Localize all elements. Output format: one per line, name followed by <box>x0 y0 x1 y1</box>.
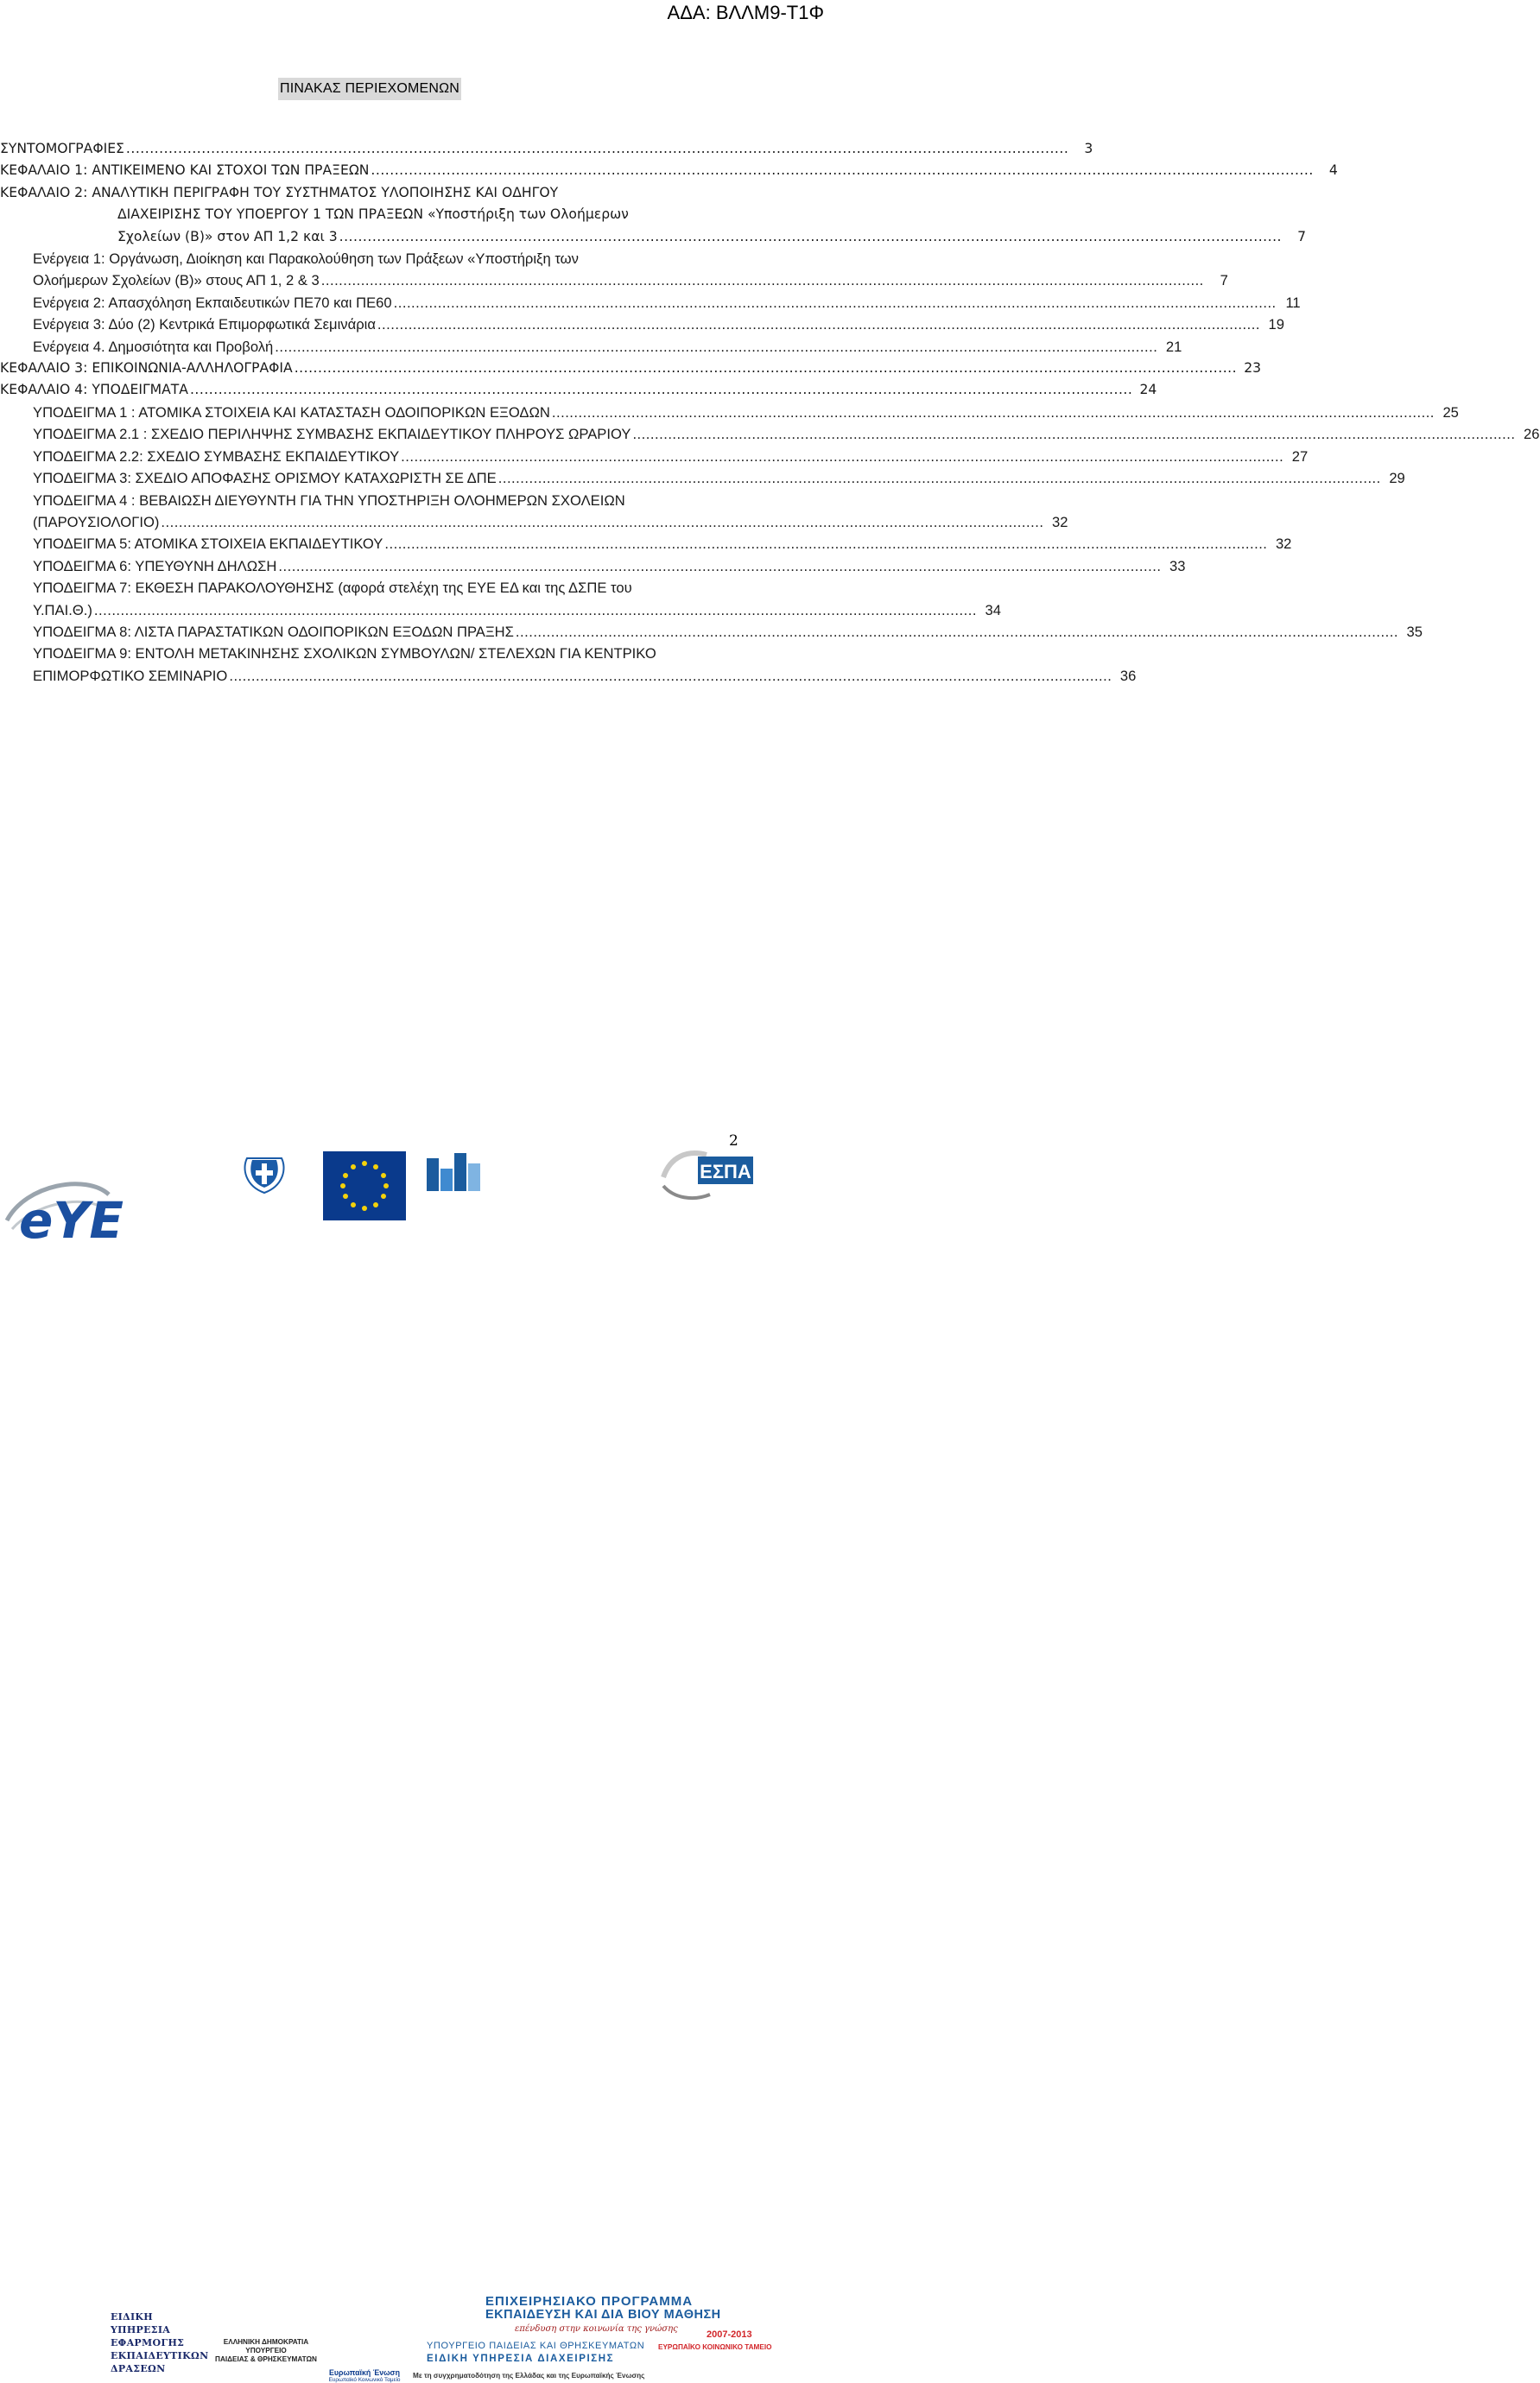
toc-leader-dots <box>339 226 1282 248</box>
toc-leader-dots <box>295 358 1237 379</box>
toc-leader-dots <box>126 138 1068 160</box>
eu-caption-main: Ευρωπαϊκή Ένωση <box>329 2368 400 2377</box>
toc-entry-title: Ενέργεια 2: Απασχόληση Εκπαιδευτικών ΠΕ70 και ΠΕ60 <box>33 294 392 311</box>
toc-page-number: 4 <box>1328 162 1338 179</box>
toc-page-number: 7 <box>1297 228 1307 244</box>
eu-caption <box>321 2368 408 2383</box>
toc-title: ΠΙΝΑΚΑΣ ΠΕΡΙΕΧΟΜΕΝΩΝ <box>278 78 461 100</box>
toc-leader-dots <box>275 336 1157 358</box>
programme-unit: ΕΙΔΙΚΗ ΥΠΗΡΕΣΙΑ ΔΙΑΧΕΙΡΙΣΗΣ <box>427 2354 615 2364</box>
toc-entry[interactable] <box>0 358 1262 379</box>
greek-emblem-icon <box>240 1151 288 1195</box>
toc-page-number: 32 <box>1051 513 1068 530</box>
toc-leader-dots <box>384 533 1267 555</box>
toc-page-number: 35 <box>1406 623 1423 640</box>
toc-entry-title: Ενέργεια 1: Οργάνωση, Διοίκηση και Παρακολούθηση των Πράξεων «Υποστήριξη των <box>33 250 579 268</box>
toc-entry-title: ΥΠΟΔΕΙΓΜΑ 3: ΣΧΕΔΙΟ ΑΠΟΦΑΣΗΣ ΟΡΙΣΜΟΥ ΚΑΤΑΧΩΡΙΣΤΗ ΣΕ ΔΠΕ <box>33 470 497 487</box>
eye-logo <box>0 1169 124 1250</box>
toc-page-number: 32 <box>1275 536 1292 553</box>
toc-entry[interactable] <box>0 182 1307 248</box>
toc-entry[interactable] <box>0 292 1301 314</box>
toc-entry[interactable] <box>0 336 1182 358</box>
programme-title: ΕΠΙΧΕΙΡΗΣΙΑΚΟ ΠΡΟΓΡΑΜΜΑ <box>485 2294 694 2309</box>
toc-entry[interactable] <box>0 555 1186 577</box>
toc-leader-dots <box>632 423 1515 445</box>
eye-logo-text: eYE <box>19 1191 124 1250</box>
eye-line-5: ΔΡΑΣΕΩΝ <box>111 2363 166 2374</box>
toc-entry[interactable] <box>0 446 1309 467</box>
toc-page-number: 21 <box>1165 338 1182 355</box>
toc-entry-title: Σχολείων (Β)» στον ΑΠ 1,2 και 3 <box>117 228 338 244</box>
page-number: 2 <box>729 1132 738 1150</box>
toc-page-number: 7 <box>1220 272 1228 289</box>
toc-entry-title: ΔΙΑΧΕΙΡΙΣΗΣ ΤΟΥ ΥΠΟΕΡΓΟΥ 1 ΤΩΝ ΠΡΑΞΕΩΝ «Υποστήριξη των Ολοήμερων <box>117 206 629 223</box>
ministry-line-1: ΕΛΛΗΝΙΚΗ ΔΗΜΟΚΡΑΤΙΑ <box>223 2338 309 2346</box>
toc-entry-title: ΚΕΦΑΛΑΙΟ 2: ΑΝΑΛΥΤΙΚΗ ΠΕΡΙΓΡΑΦΗ ΤΟΥ ΣΥΣΤΗΜΑΤΟΣ ΥΛΟΠΟΙΗΣΗΣ ΚΑΙ ΟΔΗΓΟΥ <box>0 184 559 200</box>
toc-page-number: 26 <box>1524 426 1540 443</box>
toc-leader-dots <box>190 379 1132 401</box>
toc-entry[interactable] <box>0 533 1292 555</box>
toc-page-number: 3 <box>1084 141 1093 156</box>
toc-entry-title: ΚΕΦΑΛΑΙΟ 1: ΑΝΤΙΚΕΙΜΕΝΟ ΚΑΙ ΣΤΟΧΟΙ ΤΩΝ ΠΡΑΞΕΩΝ <box>0 162 370 179</box>
toc-page-number: 23 <box>1244 360 1262 377</box>
toc-leader-dots <box>401 446 1283 467</box>
toc-entry[interactable] <box>0 314 1284 335</box>
espa-years: 2007-2013 <box>707 2329 752 2340</box>
toc-leader-dots <box>498 467 1381 489</box>
toc-entry-title: ΕΠΙΜΟΡΦΩΤΙΚΟ ΣΕΜΙΝΑΡΙΟ <box>33 667 228 684</box>
toc-entry[interactable] <box>0 402 1459 423</box>
toc-page-number: 36 <box>1119 667 1137 684</box>
toc-entry-title: ΥΠΟΔΕΙΓΜΑ 2.2: ΣΧΕΔΙΟ ΣΥΜΒΑΣΗΣ ΕΚΠΑΙΔΕΥΤΙΚΟΥ <box>33 447 400 465</box>
table-of-contents <box>0 138 1540 687</box>
toc-page-number: 25 <box>1442 403 1459 421</box>
toc-leader-dots <box>321 269 1204 291</box>
toc-page-number: 27 <box>1291 447 1309 465</box>
toc-entry-title: Υ.ΠΑΙ.Θ.) <box>33 601 92 618</box>
toc-page-number: 34 <box>985 601 1001 618</box>
toc-leader-dots <box>94 599 977 621</box>
espa-logo-text: ΕΣΠΑ <box>700 1161 751 1182</box>
toc-entry[interactable] <box>0 160 1338 181</box>
toc-entry-title: Ενέργεια 3: Δύο (2) Κεντρικά Επιμορφωτικά Σεμινάρια <box>33 316 376 333</box>
programme-subtitle: ΕΚΠΑΙΔΕΥΣΗ ΚΑΙ ΔΙΑ ΒΙΟΥ ΜΑΘΗΣΗ <box>485 2308 721 2322</box>
espa-fund: ΕΥΡΩΠΑΪΚΟ ΚΟΙΝΩΝΙΚΟ ΤΑΜΕΙΟ <box>658 2343 772 2351</box>
toc-page-number: 11 <box>1285 294 1301 311</box>
toc-entry[interactable] <box>0 248 1228 292</box>
eye-name <box>111 2310 208 2375</box>
toc-entry-title: ΥΠΟΔΕΙΓΜΑ 6: ΥΠΕΥΘΥΝΗ ΔΗΛΩΣΗ <box>33 557 277 574</box>
toc-leader-dots <box>377 314 1260 335</box>
toc-entry-title: ΚΕΦΑΛΑΙΟ 4: ΥΠΟΔΕΙΓΜΑΤΑ <box>0 382 188 398</box>
toc-entry[interactable] <box>0 138 1093 160</box>
programme-ministry: ΥΠΟΥΡΓΕΙΟ ΠΑΙΔΕΙΑΣ ΚΑΙ ΘΡΗΣΚΕΥΜΑΤΩΝ <box>427 2341 645 2351</box>
toc-page-number: 33 <box>1169 557 1186 574</box>
cofunding-text: Με τη συγχρηματοδότηση της Ελλάδας και της Ευρωπαϊκής Ένωσης <box>413 2372 645 2380</box>
toc-leader-dots <box>394 292 1277 314</box>
ministry-line-3: ΠΑΙΔΕΙΑΣ & ΘΡΗΣΚΕΥΜΑΤΩΝ <box>215 2355 317 2363</box>
toc-leader-dots <box>278 555 1161 577</box>
toc-leader-dots <box>552 402 1435 423</box>
ada-code: ΑΔΑ: ΒΛΛΜ9-Τ1Φ <box>667 2 824 23</box>
toc-leader-dots <box>229 665 1112 687</box>
eye-line-3: ΕΦΑΡΜΟΓΗΣ <box>111 2337 185 2348</box>
toc-leader-dots <box>516 621 1398 643</box>
toc-entry[interactable] <box>0 577 1001 621</box>
toc-entry-title: ΥΠΟΔΕΙΓΜΑ 7: ΕΚΘΕΣΗ ΠΑΡΑΚΟΛΟΥΘΗΣΗΣ (αφορά στελέχη της ΕΥΕ ΕΔ και της ΔΣΠΕ του <box>33 580 632 597</box>
programme-logo-icon <box>427 1151 480 1193</box>
ministry-name <box>214 2338 318 2364</box>
footer-logos <box>0 1144 829 2383</box>
toc-entry[interactable] <box>0 379 1157 401</box>
eye-line-4: ΕΚΠΑΙΔΕΥΤΙΚΩΝ <box>111 2350 209 2361</box>
toc-entry-title: ΥΠΟΔΕΙΓΜΑ 2.1 : ΣΧΕΔΙΟ ΠΕΡΙΛΗΨΗΣ ΣΥΜΒΑΣΗΣ ΕΚΠΑΙΔΕΥΤΙΚΟΥ ΠΛΗΡΟΥΣ ΩΡΑΡΙΟΥ <box>33 426 631 443</box>
espa-logo <box>658 1148 755 1203</box>
toc-entry[interactable] <box>0 490 1068 534</box>
toc-entry-title: (ΠΑΡΟΥΣΙΟΛΟΓΙΟ) <box>33 513 160 530</box>
eu-flag-icon <box>323 1151 406 1220</box>
toc-entry-title: ΥΠΟΔΕΙΓΜΑ 8: ΛΙΣΤΑ ΠΑΡΑΣΤΑΤΙΚΩΝ ΟΔΟΙΠΟΡΙΚΩΝ ΕΞΟΔΩΝ ΠΡΑΞΗΣ <box>33 623 514 640</box>
toc-entry-title: ΥΠΟΔΕΙΓΜΑ 4 : ΒΕΒΑΙΩΣΗ ΔΙΕΥΘΥΝΤΗ ΓΙΑ ΤΗΝ ΥΠΟΣΤΗΡΙΞΗ ΟΛΟΗΜΕΡΩΝ ΣΧΟΛΕΙΩΝ <box>33 491 625 509</box>
toc-entry[interactable] <box>0 467 1405 489</box>
toc-entry-title: Ενέργεια 4. Δημοσιότητα και Προβολή <box>33 338 274 355</box>
programme-tagline: επένδυση στην κοινωνία της γνώσης <box>515 2324 678 2334</box>
toc-entry-title: ΚΕΦΑΛΑΙΟ 3: ΕΠΙΚΟΙΝΩΝΙΑ-ΑΛΛΗΛΟΓΡΑΦΙΑ <box>0 360 293 377</box>
eu-caption-sub: Ευρωπαϊκό Κοινωνικό Ταμείο <box>328 2377 401 2383</box>
toc-page-number: 29 <box>1389 470 1405 487</box>
ministry-line-2: ΥΠΟΥΡΓΕΙΟ <box>245 2347 287 2354</box>
toc-entry-title: ΥΠΟΔΕΙΓΜΑ 5: ΑΤΟΜΙΚΑ ΣΤΟΙΧΕΙΑ ΕΚΠΑΙΔΕΥΤΙΚΟΥ <box>33 536 383 553</box>
toc-leader-dots <box>371 160 1313 181</box>
toc-page-number: 19 <box>1268 316 1284 333</box>
toc-entry-title: ΥΠΟΔΕΙΓΜΑ 9: ΕΝΤΟΛΗ ΜΕΤΑΚΙΝΗΣΗΣ ΣΧΟΛΙΚΩΝ ΣΥΜΒΟΥΛΩΝ/ ΣΤΕΛΕΧΩΝ ΓΙΑ ΚΕΝΤΡΙΚΟ <box>33 645 656 662</box>
toc-entry-title: Ολοήμερων Σχολείων (Β)» στους ΑΠ 1, 2 & 3 <box>33 272 320 289</box>
toc-entry[interactable] <box>0 621 1423 643</box>
toc-leader-dots <box>161 511 1043 533</box>
toc-entry-title: ΥΠΟΔΕΙΓΜΑ 1 : ΑΤΟΜΙΚΑ ΣΤΟΙΧΕΙΑ ΚΑΙ ΚΑΤΑΣΤΑΣΗ ΟΔΟΙΠΟΡΙΚΩΝ ΕΞΟΔΩΝ <box>33 403 550 421</box>
eye-line-2: ΥΠΗΡΕΣΙΑ <box>111 2324 171 2335</box>
toc-entry[interactable] <box>0 643 1137 687</box>
toc-page-number: 24 <box>1139 382 1157 398</box>
toc-entry-title: ΣΥΝΤΟΜΟΓΡΑΦΙΕΣ <box>0 141 124 156</box>
toc-entry[interactable] <box>0 423 1540 445</box>
eye-line-1: ΕΙΔΙΚΗ <box>111 2311 153 2323</box>
